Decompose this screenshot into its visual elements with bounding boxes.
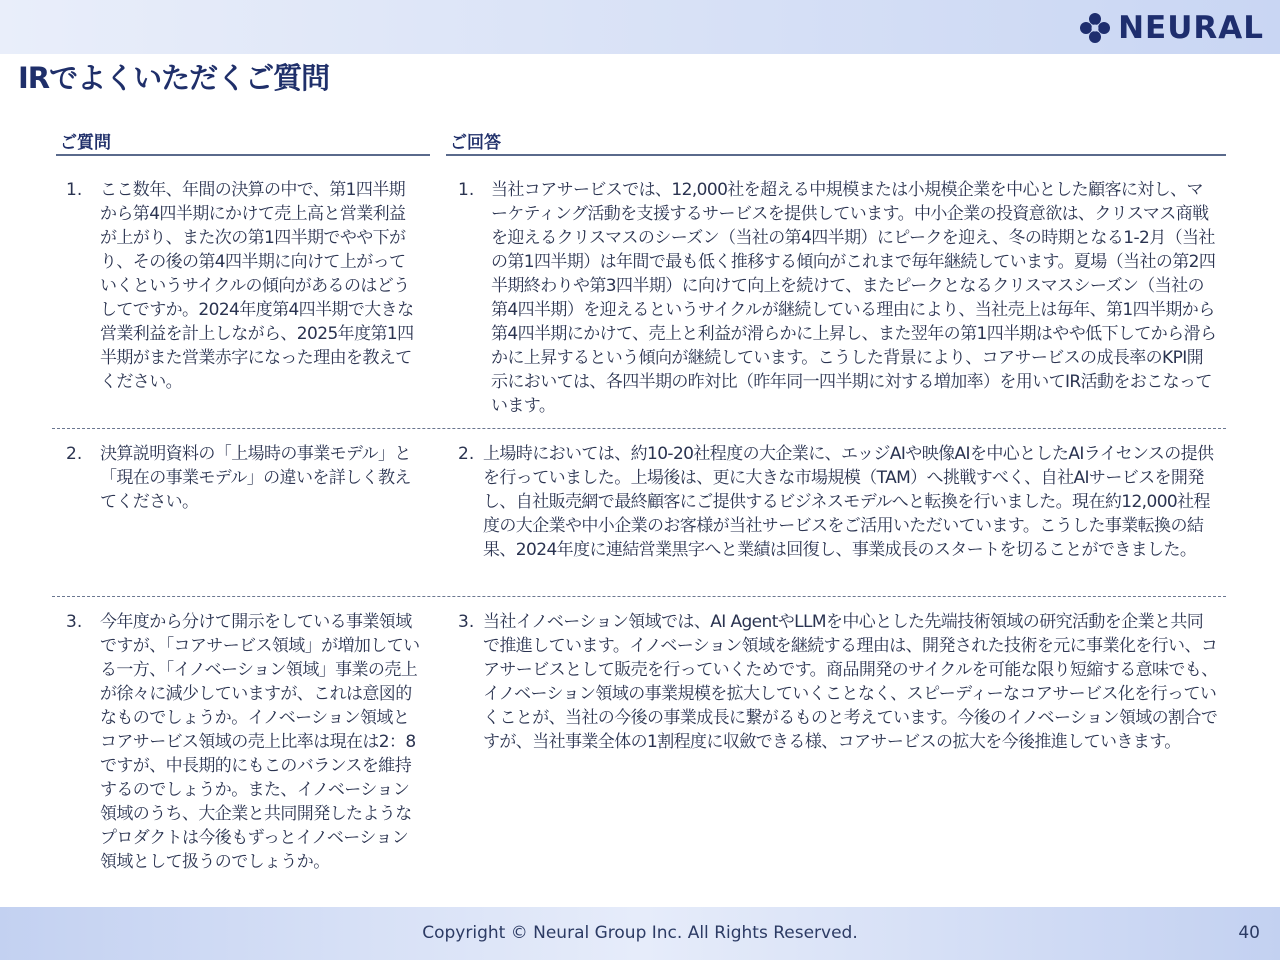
page-number: 40 xyxy=(1238,923,1260,943)
question-text: ここ数年、年間の決算の中で、第1四半期から第4四半期にかけて売上高と営業利益が上がり、また次の第1四半期でやや下がり、その後の第4四半期に向けて上がっていくというサイクルの傾向があるのはどうしてですか。2024年度第4四半期で大きな営業利益を計上しながら、2025年度第1四半期がまた営業赤字になった理由を教えてください。 xyxy=(100,180,414,392)
neural-logo xyxy=(1078,10,1264,46)
row-divider xyxy=(52,428,1226,429)
answer-text: 当社イノベーション領域では、AI AgentやLLMを中心とした先端技術領域の研究活動を企業と共同で推進しています。イノベーション領域を継続する理由は、開発された技術を元に事業化を行い、コアサービスとして販売を行っていくためです。商品開発のサイクルを可能な限り短縮する意味でも、イノベーション領域の事業規模を拡大していくことなく、スピーディーなコアサービス化を行っていくことが、当社の今後の事業成長に繋がるものと考えています。今後のイノベーション領域の割合ですが、当社事業全体の1割程度に収斂できる様、コアサービスの拡大を今後推進していきます。 xyxy=(483,612,1218,752)
answer-text: 当社コアサービスでは、12,000社を超える中規模または小規模企業を中心とした顧客に対し、マーケティング活動を支援するサービスを提供しています。中小企業の投資意欲は、クリスマス商戦を迎えるクリスマスのシーズン（当社の第4四半期）にピークを迎え、冬の時期となる1-2月（当社の第1四半期）は年間で最も低く推移する傾向がこれまで毎年継続しています。夏場（当社の第2四半期終わりや第3四半期）に向けて向上を続けて、またピークとなるクリスマスシーズン（当社の第4四半期）を迎えるというサイクルが継続している理由により、当社売上は毎年、第1四半期から第4四半期にかけて、売上と利益が滑らかに上昇し、また翌年の第1四半期はやや低下してから滑らかに上昇するという傾向が継続しています。こうした背景により、コアサービスの成長率のKPI開示においては、各四半期の昨対比（昨年同一四半期に対する増加率）を用いてIR活動をおこなっています。 xyxy=(491,180,1217,416)
question-column-header: ご質問 xyxy=(56,128,430,156)
logo-text: NEURAL xyxy=(1118,10,1264,46)
question-number: 1. xyxy=(66,180,83,200)
answer-number: 3. xyxy=(458,612,475,632)
neural-logo-mark-icon xyxy=(1078,11,1112,45)
question-number: 3. xyxy=(66,612,83,632)
copyright-text: Copyright © Neural Group Inc. All Rights Reserved. xyxy=(422,923,858,943)
page-title: IRでよくいただくご質問 xyxy=(18,61,330,95)
question-text: 今年度から分けて開示をしている事業領域ですが、「コアサービス領域」が増加している一方、「イノベーション領域」事業の売上が徐々に減少していますが、これは意図的なものでしょうか。イノベーション領域とコアサービス領域の売上比率は現在は2：8ですが、中長期的にもこのバランスを維持するのでしょうか。また、イノベーション領域のうち、大企業と共同開発したようなプロダクトは今後もずっとイノベーション領域として扱うのでしょうか。 xyxy=(100,612,420,872)
answer-number: 2. xyxy=(458,444,475,464)
question-number: 2. xyxy=(66,444,83,464)
answer-text: 上場時においては、約10-20社程度の大企業に、エッジAIや映像AIを中心としたAIライセンスの提供を行っていました。上場後は、更に大きな市場規模（TAM）へ挑戦すべく、自社AIサービスを開発し、自社販売網で最終顧客にご提供するビジネスモデルへと転換を行いました。現在約12,000社程度の大企業や中小企業のお客様が当社サービスをご活用いただいています。こうした事業転換の結果、2024年度に連結営業黒字へと業績は回復し、事業成長のスタートを切ることができました。 xyxy=(483,444,1214,560)
row-divider xyxy=(52,596,1226,597)
answer-column-header: ご回答 xyxy=(446,128,1226,156)
answer-number: 1. xyxy=(458,180,475,200)
question-text: 決算説明資料の「上場時の事業モデル」と「現在の事業モデル」の違いを詳しく教えてください。 xyxy=(100,444,411,512)
